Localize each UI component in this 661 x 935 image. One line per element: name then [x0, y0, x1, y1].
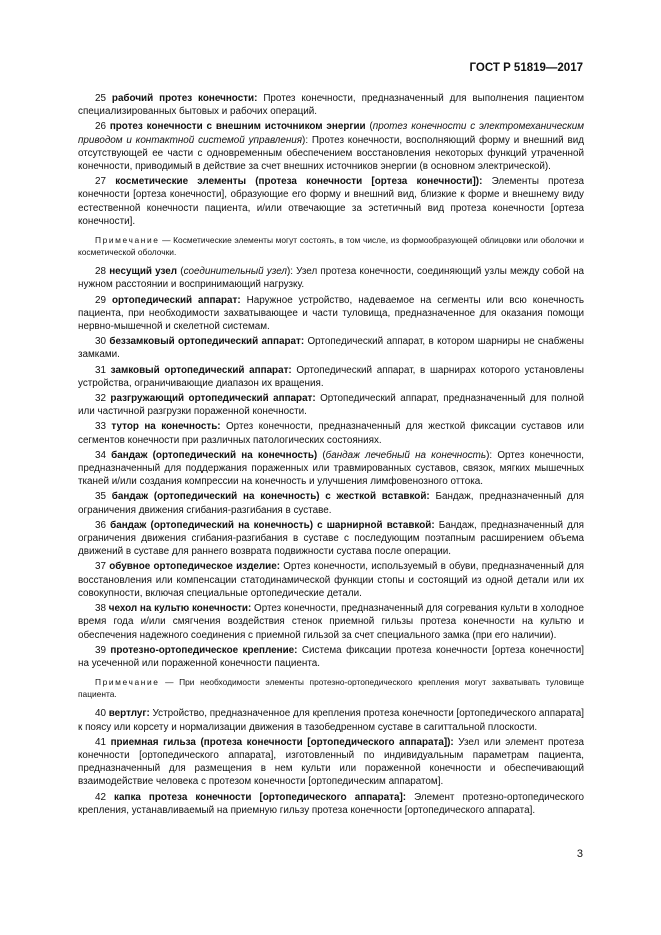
term-name: несущий узел — [109, 266, 178, 278]
term-synonym: протез конечности с электромеханическим приводом и контактной системой управления — [78, 121, 585, 146]
term-definition: Бандаж, предназначенный для ограничения движения сгибания-разгибания в суставе с последующим поэтапным расширением объема движений в суставе для раннего возврата подвижности сустава после операции. — [78, 519, 584, 558]
entry-number: 31 — [95, 364, 106, 376]
entry-number: 36 — [95, 519, 106, 531]
term-name: бандаж (ортопедический на конечность) — [111, 449, 318, 461]
term-entry-38 — [78, 602, 584, 642]
note-text: — При необходимости элементы протезно-ортопедического крепления могут захватывать туловище пациента. — [78, 677, 584, 699]
entry-number: 27 — [95, 176, 106, 188]
term-definition: Система фиксации протеза конечности [ортеза конечности] на усеченной или пораженной конечности пациента. — [78, 644, 584, 669]
note-2 — [78, 677, 584, 700]
note-1 — [78, 235, 584, 258]
term-entry-42 — [78, 791, 584, 817]
term-name: протезно-ортопедическое крепление: — [110, 644, 298, 656]
entry-number: 42 — [95, 791, 106, 803]
term-definition: Элемент протезно-ортопедического крепления, устанавливаемый на приемную гильзу протеза конечности [ортопедического аппарата]. — [78, 791, 584, 816]
term-name: капка протеза конечности [ортопедического аппарата]: — [114, 791, 407, 803]
term-definition: Устройство, предназначенное для крепления протеза конечности [ортопедического аппарата] к поясу или корсету и нормализации движения в тазобедренном суставе в сагиттальной плоскости. — [78, 708, 584, 733]
term-definition: Бандаж, предназначенный для ограничения движения сгибания-разгибания в суставе. — [78, 491, 585, 516]
term-synonym: бандаж лечебный на конечность — [325, 449, 487, 461]
term-entry-33 — [78, 420, 584, 446]
entry-number: 26 — [95, 121, 106, 133]
term-definition: Узел или элемент протеза конечности [ортопедического аппарата], изготовленный по индивидуальным параметрам пациента, предназначенный для размещения в нем культи или пораженной конечности и обеспечивающий взаимодействие человека с протезом конечности [ортопедическим аппаратом]. — [78, 736, 585, 788]
entry-number: 34 — [95, 449, 106, 461]
term-definition: Ортез конечности, предназначенный для согревания культи в холодное время года и/или смягчения воздействия стенок приемной гильзы протеза конечности на культю и обеспечения надежного соединения с приемной гильзой за счет специального замка (при его наличии). — [78, 603, 584, 641]
entry-number: 40 — [95, 708, 106, 720]
entry-number: 29 — [95, 294, 106, 306]
term-name: ортопедический аппарат: — [111, 294, 241, 306]
term-definition: Ортопедический аппарат, предназначенный для полной или частичной разгрузки пораженной конечности. — [78, 393, 584, 418]
note-label: Примечание — [95, 235, 160, 246]
term-name: рабочий протез конечности: — [111, 93, 258, 104]
term-entry-27 — [78, 175, 584, 228]
term-name: обувное ортопедическое изделие: — [109, 561, 281, 573]
term-definition: Ортопедический аппарат, в шарнирах которого установлены устройства, ограничивающие диапазон их вращения. — [78, 364, 585, 389]
document-body — [78, 92, 584, 819]
term-entry-35 — [78, 490, 584, 516]
entry-number: 38 — [95, 603, 106, 615]
entry-number: 39 — [95, 644, 106, 656]
term-entry-39 — [78, 644, 584, 670]
entry-number: 33 — [95, 421, 106, 433]
term-entry-28: 28 несущий узел (соединительный узел): Узел протеза конечности, соединяющий узлы между собой на нужном расстоянии и воспринимающий нагрузку. — [78, 266, 585, 291]
term-synonym: соединительный узел — [183, 266, 287, 278]
term-entry-40 — [78, 707, 584, 733]
term-entry-41 — [78, 736, 584, 789]
entry-number: 32 — [95, 393, 106, 405]
entry-number: 25 — [95, 93, 106, 104]
term-entry-34: 34 бандаж (ортопедический на конечность) (бандаж лечебный на конечность): Ортез конечности, предназначенный для поддержания пораженных или травмированных суставов, связок, мягких мышечных тканей и/или создания компрессии на конечность и улучшения лимфовенозного оттока. — [78, 449, 584, 488]
term-name: замковый ортопедический аппарат: — [110, 364, 292, 376]
term-definition: Наружное устройство, надеваемое на сегменты или всю конечность пациента, при необходимости захватывающее и части туловища, предназначенное для оказания помощи нервно-мышечной и скелетной системам. — [78, 294, 584, 333]
term-name: приемная гильза (протеза конечности [ортопедического аппарата]): — [110, 736, 454, 748]
note-text: — Косметические элементы могут состоять, в том числе, из формообразующей облицовки или оболочки и косметической оболочки. — [78, 235, 584, 257]
term-name: тутор на конечность: — [111, 421, 221, 433]
term-name: бандаж (ортопедический на конечность) с шарнирной вставкой: — [110, 519, 435, 531]
document-id: ГОСТ Р 51819—2017 — [469, 62, 583, 74]
term-name: бандаж (ортопедический на конечность) с жесткой вставкой: — [111, 491, 430, 503]
term-definition: Ортопедический аппарат, в котором шарниры не снабжены замками. — [78, 336, 584, 361]
entry-number: 41 — [95, 736, 106, 748]
page-number: 3 — [576, 848, 583, 860]
term-entry-25 — [78, 92, 584, 118]
term-name: протез конечности с внешним источником энергии — [109, 121, 366, 133]
note-label: Примечание — [95, 677, 160, 688]
term-definition: Ортез конечности, предназначенный для жесткой фиксации суставов или сегментов конечности при различных патологических состояниях. — [78, 421, 584, 446]
term-entry-31 — [78, 364, 584, 390]
term-definition: Ортез конечности, используемый в обуви, предназначенный для восстановления или компенсации статодинамической функции стопы и состоящий из одной детали или их совокупности, включая специальные ортопедические детали. — [78, 561, 584, 599]
term-definition: Протез конечности, восполняющий форму и внешний вид отсутствующей ее части с одновременным обеспечением восстановления некоторых функций утраченной конечности, приводимый в действие за счет внешних источников энергии (в основном электрической). — [78, 134, 585, 173]
term-definition: Протез конечности, предназначенный для выполнения пациентом специализированных бытовых и рабочих операций. — [78, 93, 584, 118]
term-entry-36 — [78, 519, 584, 559]
term-entry-30 — [78, 335, 584, 361]
term-name: чехол на культю конечности: — [108, 603, 252, 615]
term-entry-26: 26 протез конечности с внешним источником энергии (протез конечности с электромеханическим приводом и контактной системой управления): Протез конечности, восполняющий форму и внешний вид отсутствующей ее части с одновременным обеспечением восстановления некоторых функций утраченной конечности, приводимый в действие за счет внешних источников энергии (в основном электрической). — [78, 121, 585, 173]
term-definition: Элементы протеза конечности [ортеза конечности], образующие его форму и внешний вид, близкие к форме и внешнему виду естественной конечности пациента, и/или отвечающие за эстетичный вид протеза конечности [ортеза конечности]. — [78, 176, 584, 227]
term-entry-32 — [78, 392, 584, 418]
term-entry-37 — [78, 560, 584, 600]
term-entry-29 — [78, 294, 584, 334]
entry-number: 28 — [95, 266, 106, 278]
term-name: разгружающий ортопедический аппарат: — [110, 393, 316, 405]
entry-number: 30 — [95, 336, 106, 348]
term-definition: Узел протеза конечности, соединяющий узлы между собой на нужном расстоянии и воспринимающий нагрузку. — [78, 266, 585, 291]
term-definition: Ортез конечности, предназначенный для поддержания пораженных или травмированных суставов, связок, мягких мышечных тканей и/или создания компрессии на конечность и улучшения лимфовенозного оттока. — [78, 449, 584, 488]
term-name: беззамковый ортопедический аппарат: — [109, 336, 305, 348]
entry-number: 37 — [95, 561, 106, 573]
term-name: вертлуг: — [108, 708, 150, 720]
entry-number: 35 — [95, 491, 106, 503]
term-name: косметические элементы (протеза конечности [ортеза конечности]): — [115, 176, 483, 188]
